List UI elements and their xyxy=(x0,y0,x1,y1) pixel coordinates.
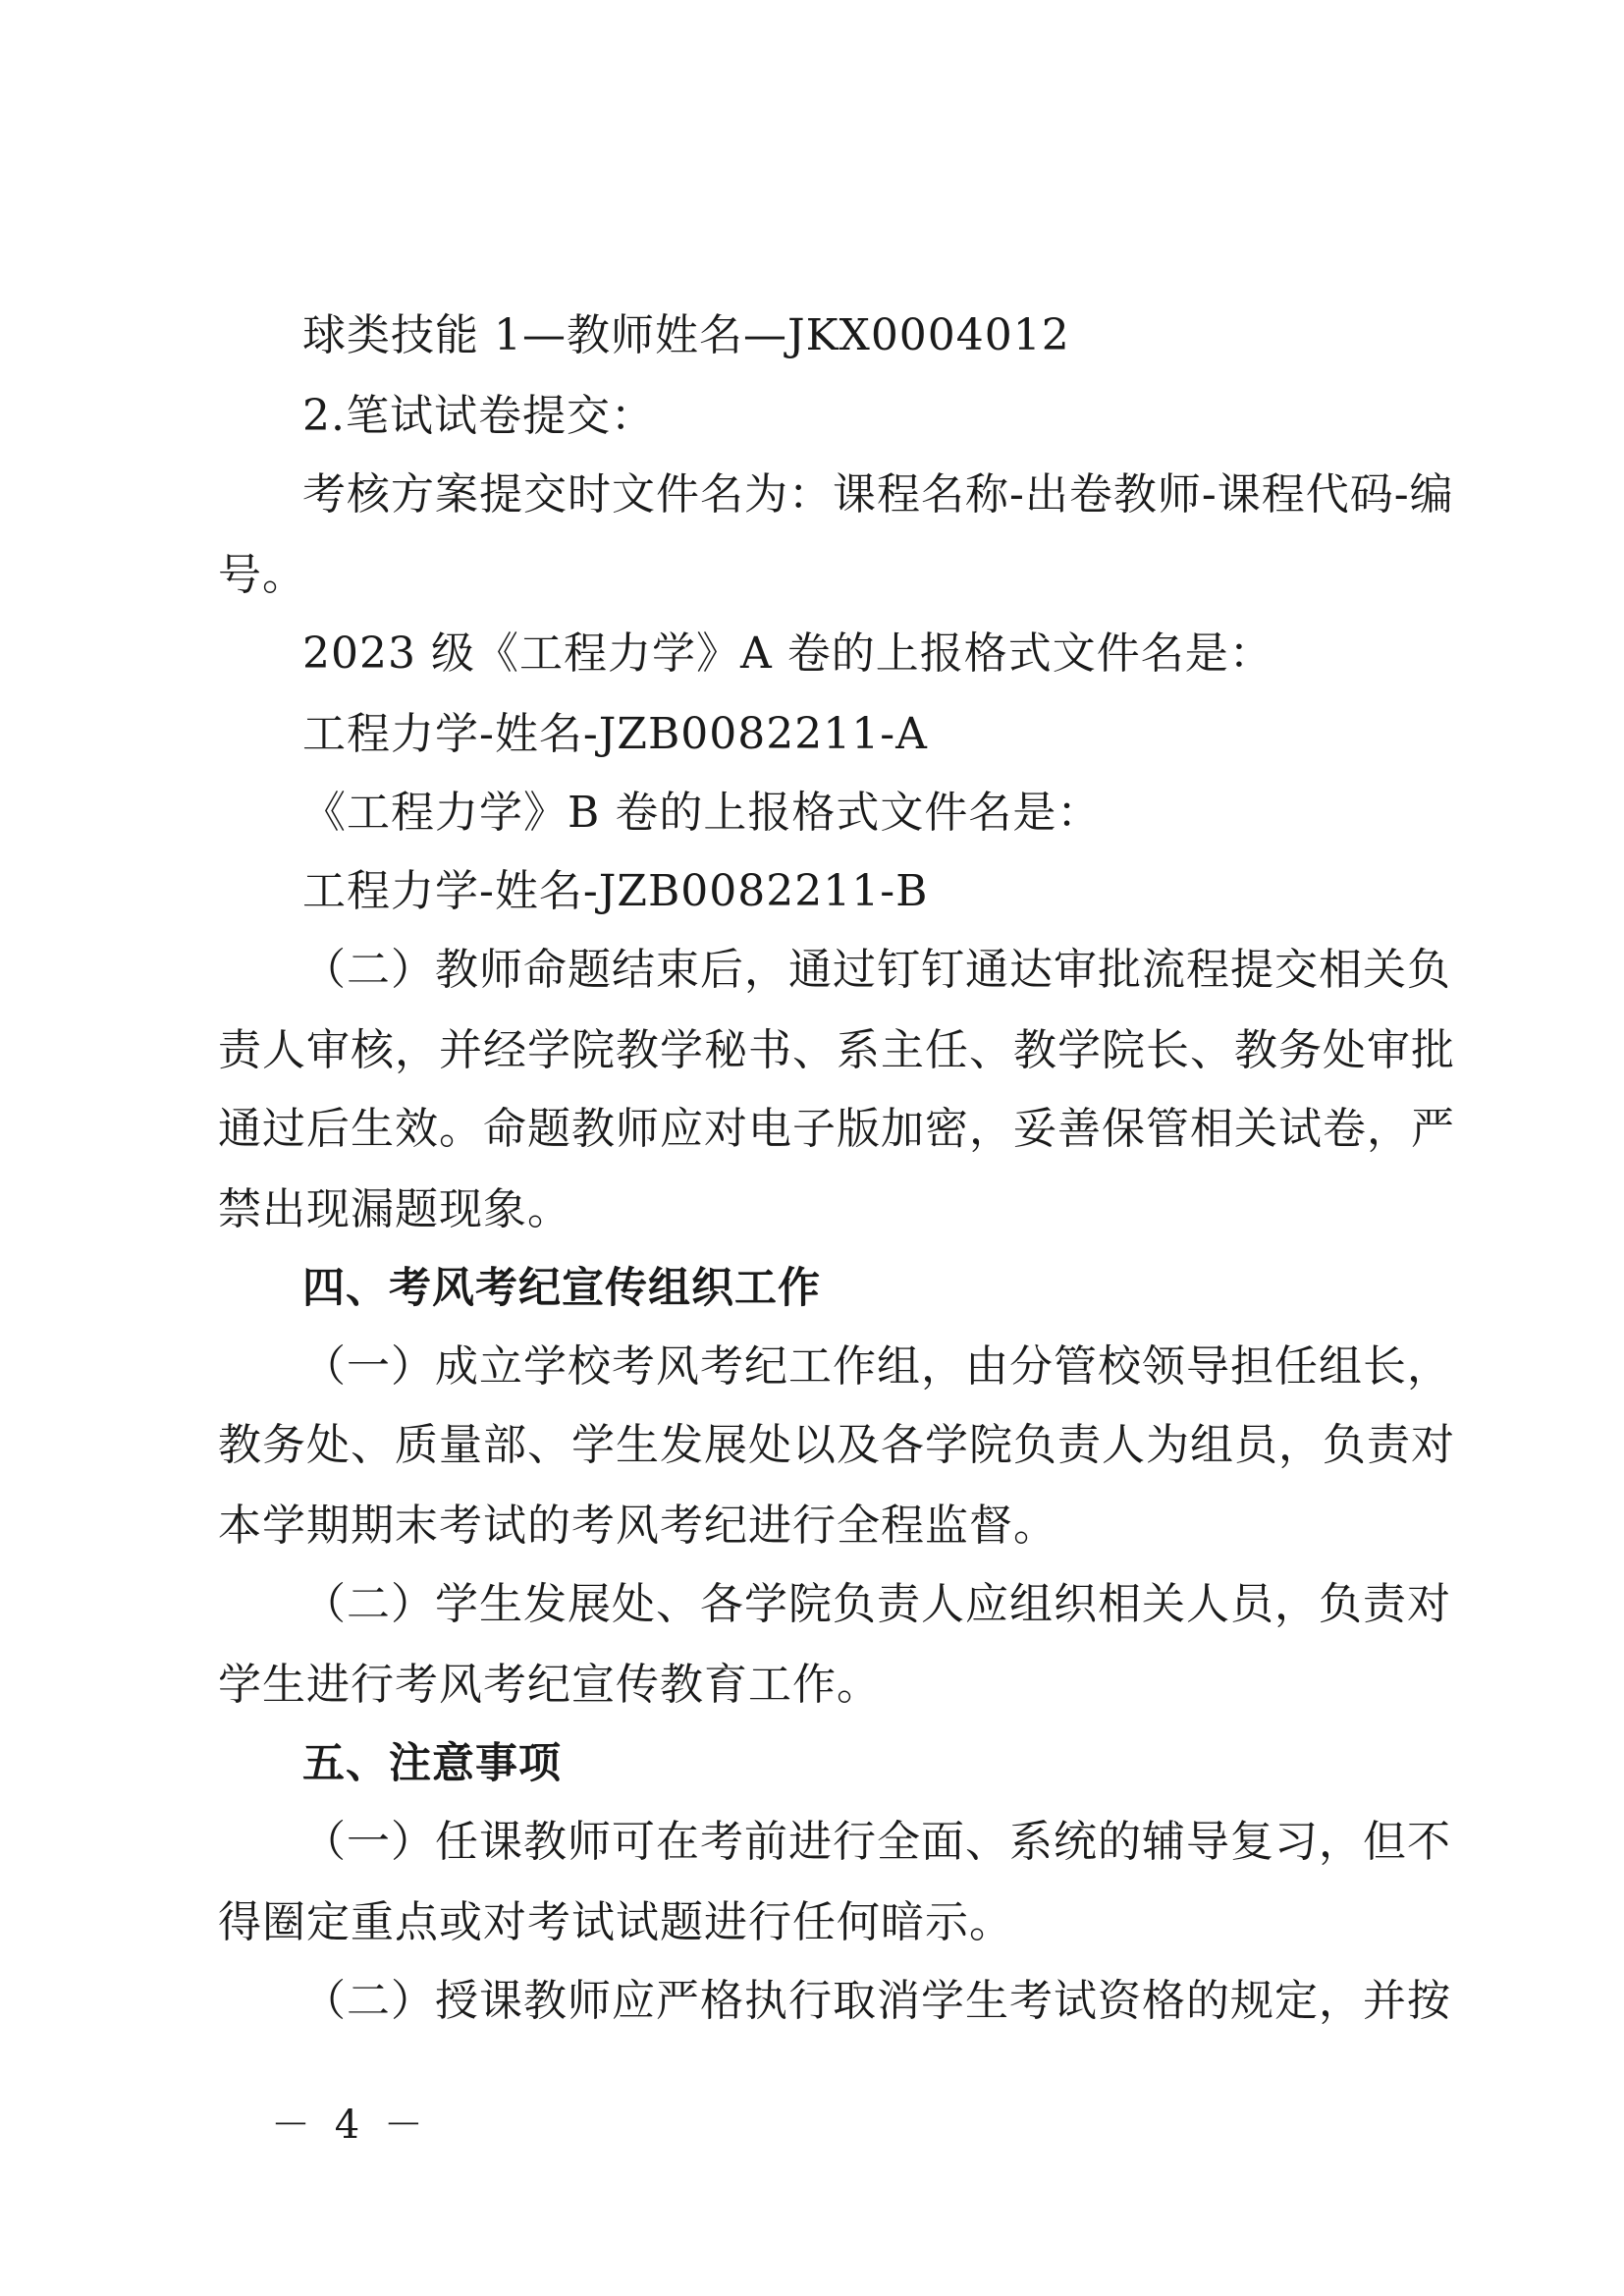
body-line: 得圈定重点或对考试试题进行任何暗示。 xyxy=(218,1897,1013,1947)
body-line: 责人审核，并经学院教学秘书、系主任、教学院长、教务处审批 xyxy=(218,1025,1455,1075)
body-line: （二）授课教师应严格执行取消学生考试资格的规定，并按 xyxy=(302,1976,1451,2026)
body-line: （一）任课教师可在考前进行全面、系统的辅导复习，但不 xyxy=(302,1817,1451,1867)
body-line: 《工程力学》B 卷的上报格式文件名是： xyxy=(302,788,1102,838)
body-line: 工程力学-姓名-JZB0082211-A xyxy=(302,709,928,759)
body-line: 禁出现漏题现象。 xyxy=(218,1184,571,1234)
body-line: 球类技能 1—教师姓名—JKX0004012 xyxy=(302,310,1070,360)
body-line: 2.笔试试卷提交： xyxy=(302,391,655,441)
body-line: 考核方案提交时文件名为：课程名称-出卷教师-课程代码-编 xyxy=(302,469,1454,519)
section-heading: 四、考风考纪宣传组织工作 xyxy=(302,1264,821,1313)
section-heading: 五、注意事项 xyxy=(302,1739,562,1788)
body-line: 教务处、质量部、学生发展处以及各学院负责人为组员，负责对 xyxy=(218,1420,1455,1470)
body-line: 通过后生效。命题教师应对电子版加密，妥善保管相关试卷，严 xyxy=(218,1104,1455,1154)
page-number: － 4 － xyxy=(271,2103,429,2148)
body-line: 2023 级《工程力学》A 卷的上报格式文件名是： xyxy=(302,629,1273,679)
body-line: （二）教师命题结束后，通过钉钉通达审批流程提交相关负 xyxy=(302,945,1451,995)
body-line: 学生进行考风考纪宣传教育工作。 xyxy=(218,1660,881,1710)
body-line: 本学期期末考试的考风考纪进行全程监督。 xyxy=(218,1501,1057,1551)
body-line: 工程力学-姓名-JZB0082211-B xyxy=(302,866,929,916)
body-line: 号。 xyxy=(218,550,306,600)
body-line: （一）成立学校考风考纪工作组，由分管校领导担任组长， xyxy=(302,1341,1451,1392)
body-line: （二）学生发展处、各学院负责人应组织相关人员，负责对 xyxy=(302,1579,1451,1629)
